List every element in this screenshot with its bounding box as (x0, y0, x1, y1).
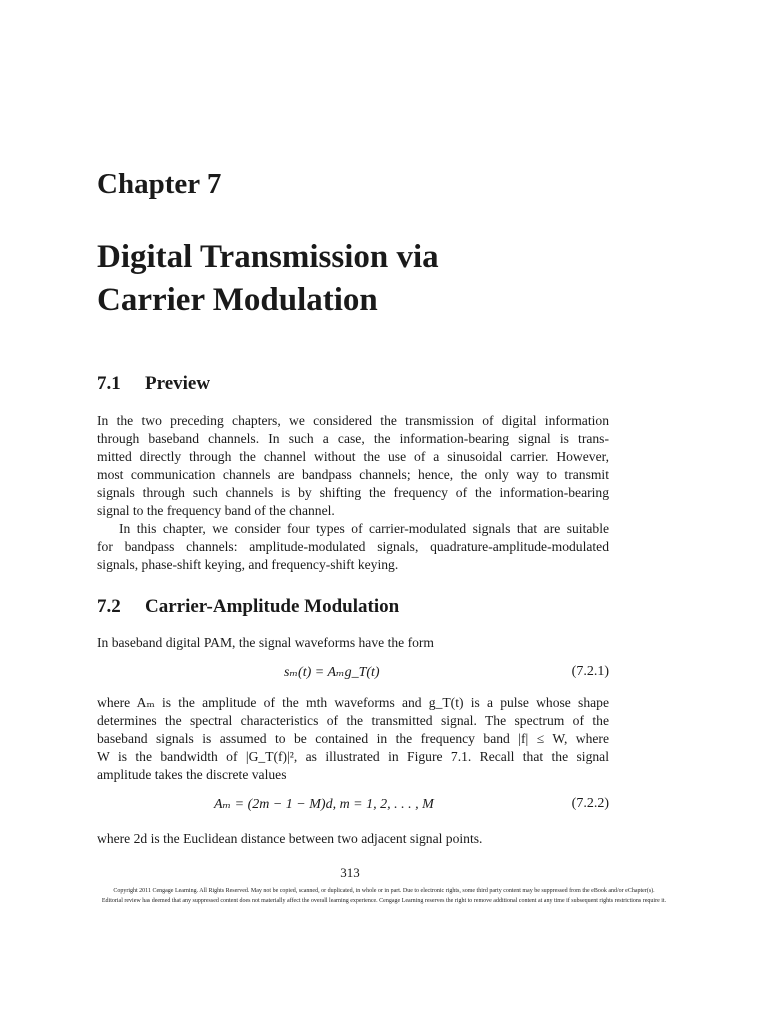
section-title: Carrier-Amplitude Modulation (145, 596, 400, 617)
equation-body: Aₘ = (2m − 1 − M)d, m = 1, 2, . . . , M (214, 797, 434, 812)
equation-7-2-2 (97, 796, 609, 816)
text-line: W is the bandwidth of |G_T(f)|², as illustrated in Figure 7.1. Recall that the signal (97, 749, 609, 764)
spectrum-paragraph (97, 694, 609, 784)
section-heading-7-1 (97, 373, 210, 395)
text-line: In this chapter, we consider four types of carrier-modulated signals that are suitable (119, 521, 609, 536)
text-line: for bandpass channels: amplitude-modulated signals, quadrature-amplitude-modulated (97, 539, 609, 554)
section-number: 7.1 (97, 373, 121, 394)
text-line: most communication channels are bandpass channels; hence, the only way to transmit (97, 467, 609, 482)
equation-7-2-1 (97, 664, 609, 684)
text-line: through baseband channels. In such a case, the information-bearing signal is trans- (97, 431, 609, 446)
closing-paragraph (97, 830, 609, 848)
text-line: In baseband digital PAM, the signal waveforms have the form (97, 635, 435, 650)
copyright-line: Editorial review has deemed that any suppressed content does not materially affect the overall learning experience. Cengage Learning reserves the right to remove additional content at any time if subsequent rights restrictions require it. (101, 898, 667, 904)
section-heading-7-2 (97, 596, 399, 618)
equation-number: (7.2.2) (571, 796, 609, 811)
chapter-label: Chapter 7 (97, 168, 222, 200)
text-line: amplitude takes the discrete values (97, 767, 287, 782)
chapter-title (97, 236, 439, 322)
equation-body: sₘ(t) = Aₘg_T(t) (284, 665, 380, 680)
preview-paragraph (97, 412, 609, 574)
text-line: In the two preceding chapters, we considered the transmission of digital information (97, 413, 609, 428)
copyright-line: Copyright 2011 Cengage Learning. All Rights Reserved. May not be copied, scanned, or duplicated, in whole or in part. Due to electronic rights, some third party content may be suppressed from the eBook and/or eChapter(s). (113, 888, 655, 894)
text-line: signals through such channels is by shifting the frequency of the information-bearing (97, 485, 609, 500)
text-line: signal to the frequency band of the channel. (97, 503, 335, 518)
section-number: 7.2 (97, 596, 121, 617)
text-line: baseband signals is assumed to be contained in the frequency band |f| ≤ W, where (97, 731, 609, 746)
text-line: determines the spectral characteristics of the transmitted signal. The spectrum of the (97, 713, 609, 728)
chapter-title-line-2: Carrier Modulation (97, 282, 378, 318)
page-number: 313 (340, 865, 360, 880)
pam-intro-paragraph (97, 634, 609, 652)
text-line: mitted directly through the channel without the use of a sinusoidal carrier. However, (97, 449, 609, 464)
equation-number: (7.2.1) (571, 664, 609, 679)
text-line: where 2d is the Euclidean distance between two adjacent signal points. (97, 831, 483, 846)
copyright-notice (20, 886, 748, 906)
text-line: where Aₘ is the amplitude of the mth waveforms and g_T(t) is a pulse whose shape (97, 695, 609, 710)
chapter-title-line-1: Digital Transmission via (97, 239, 439, 275)
text-line: signals, phase-shift keying, and frequency-shift keying. (97, 557, 399, 572)
section-title: Preview (145, 373, 211, 394)
